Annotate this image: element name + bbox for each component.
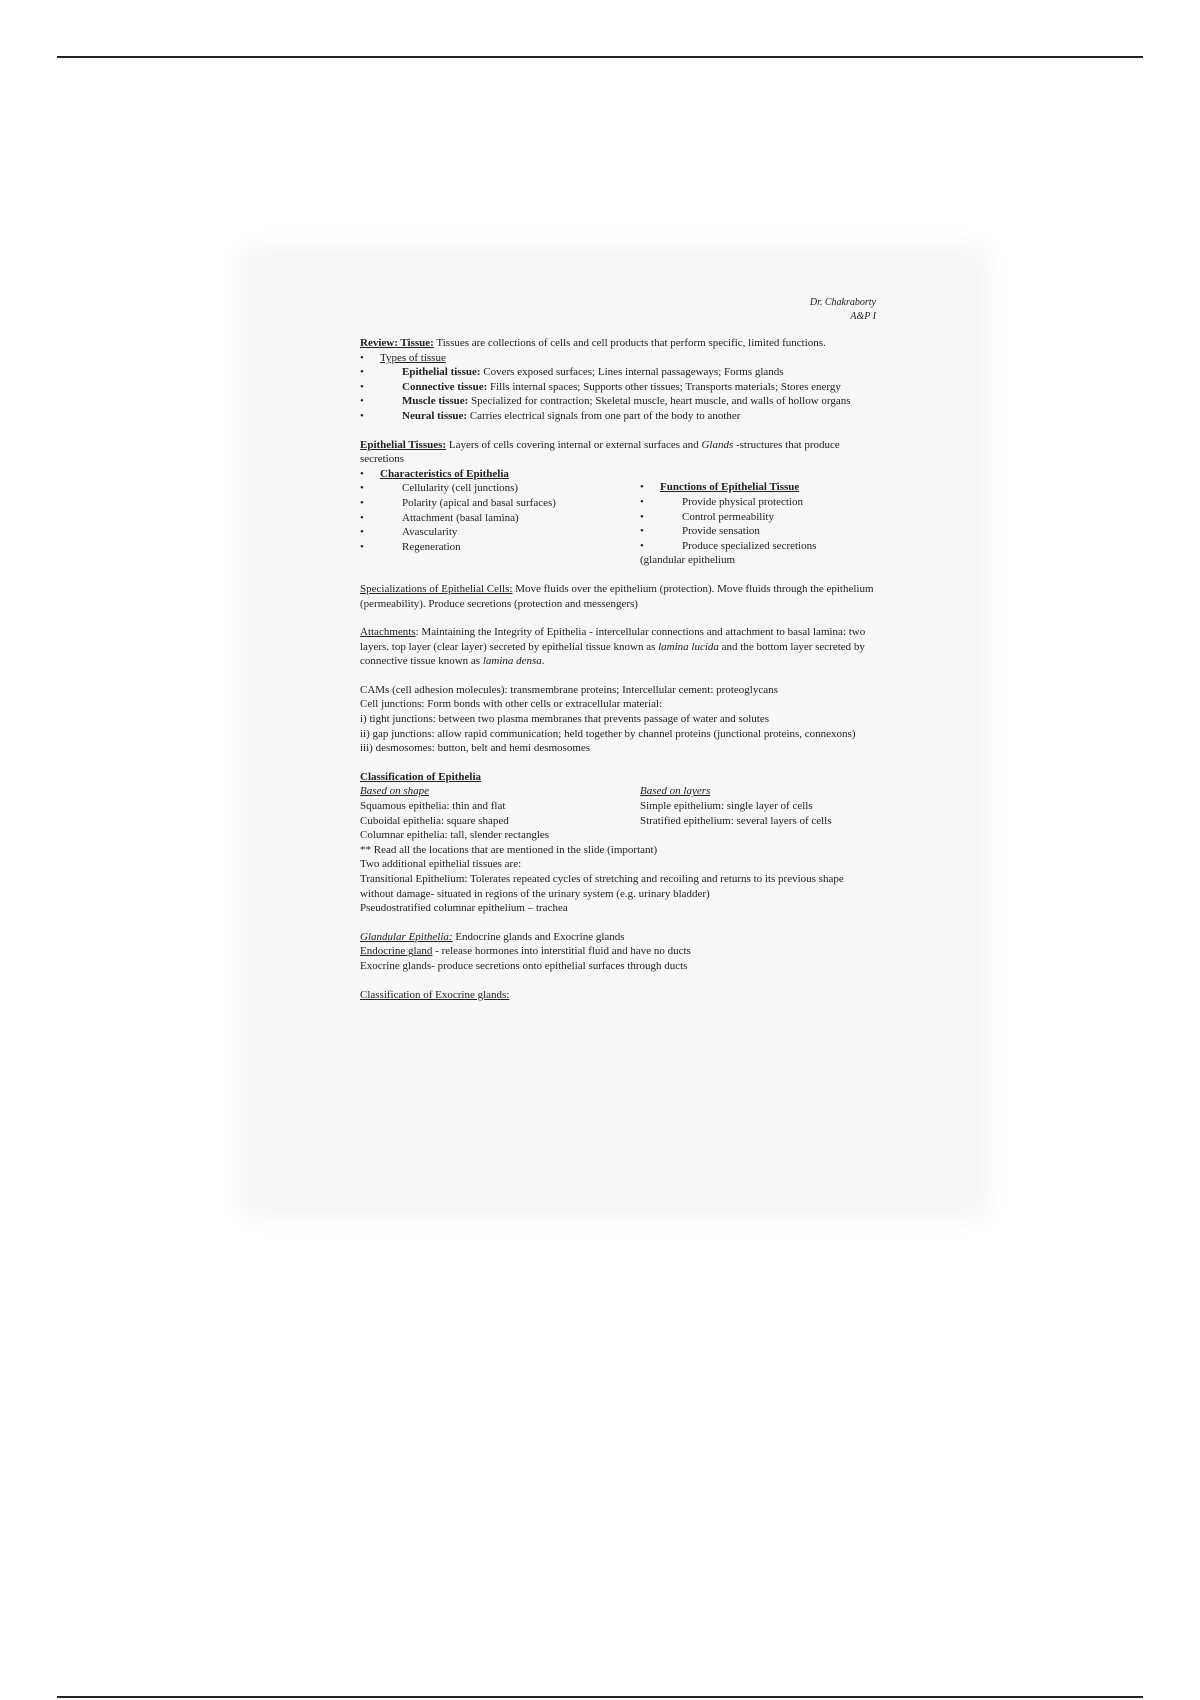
endocrine-label: Endocrine gland [360, 945, 433, 958]
note-line: ** Read all the locations that are mentioned in the slide (important) [360, 843, 658, 856]
tissue-name: Neural tissue: [402, 409, 468, 422]
list-item [640, 539, 880, 554]
document-content [360, 296, 880, 1002]
attachments-text-b: and the bottom layer secreted by connective tissue known as [360, 640, 865, 668]
types-heading: Types of tissue [380, 351, 446, 364]
list-item [640, 495, 880, 510]
list-item [360, 365, 880, 380]
list-item [360, 496, 640, 511]
list-item [360, 525, 640, 540]
endocrine-line [360, 944, 880, 959]
attachments-paragraph [360, 625, 880, 669]
function: Control permeability [682, 510, 774, 523]
attachments-text: : Maintaining the Integrity of Epithelia - intercellular connections and attachment to basal lamina: two layers. top layer (clear layer) secreted by epithelial tissue known as [360, 626, 866, 653]
additional-line: Two additional epithelial tissues are: [360, 858, 522, 871]
tissue-name: Epithelial tissue: [402, 366, 481, 379]
bullet-icon: • [640, 481, 644, 494]
bullet-icon: • [360, 351, 364, 364]
list-item [640, 480, 880, 495]
list-item [640, 524, 880, 539]
lamina-lucida-term: lamina lucida [658, 640, 719, 653]
bottom-rule [57, 1696, 1143, 1698]
layers-item: Simple epithelium: single layer of cells [640, 800, 813, 813]
attachments-title: Attachments [360, 626, 416, 639]
tissue-desc: Covers exposed surfaces; Lines internal passageways; Forms glands [480, 366, 784, 379]
tissue-desc: Specialized for contraction; Skeletal muscle, heart muscle, and walls of hollow organs [468, 395, 851, 408]
functions-heading: Functions of Epithelial Tissue [660, 481, 800, 494]
characteristic: Avascularity [402, 526, 458, 539]
list-item [640, 510, 880, 525]
header-author: Dr. Chakraborty [809, 297, 876, 308]
specializations-title: Specializations of Epithelial Cells: [360, 582, 513, 595]
specializations-paragraph [360, 582, 880, 611]
shape-column [360, 784, 640, 828]
bullet-icon: • [640, 539, 644, 552]
bullet-icon: • [360, 496, 364, 509]
pseudostratified-line: Pseudostratified columnar epithelium – trachea [360, 902, 568, 915]
top-rule [57, 56, 1143, 58]
bullet-icon: • [360, 467, 364, 480]
glandular-text: Endocrine glands and Exocrine glands [452, 930, 625, 943]
transitional-line: Transitional Epithelium: Tolerates repeated cycles of stretching and recoiling and returns to its previous shape without damage- situated in regions of the urinary system (e.g. urinary bladder) [360, 873, 844, 900]
cams-line: CAMs (cell adhesion molecules): transmembrane proteins; Intercellular cement: proteoglycans [360, 683, 778, 696]
bullet-icon: • [640, 495, 644, 508]
shape-heading: Based on shape [360, 785, 430, 798]
bullet-icon: • [360, 526, 364, 539]
functions-list [640, 480, 880, 568]
specializations-text: Move fluids over the epithelium (protection). Move fluids through the epithelium (permeability). Produce secretions (protection and messengers) [360, 582, 874, 610]
bullet-icon: • [360, 366, 364, 379]
lamina-densa-term: lamina densa [482, 655, 542, 668]
page-header [360, 296, 876, 323]
characteristic: Attachment (basal lamina) [402, 511, 519, 524]
bullet-icon: • [640, 525, 644, 538]
bullet-icon: • [360, 395, 364, 408]
characteristics-list [360, 481, 640, 568]
list-item [360, 409, 880, 424]
layers-item: Stratified epithelium: several layers of cells [640, 814, 832, 827]
cell-junctions-line: Cell junctions: Form bonds with other cells or extracellular material: [360, 698, 663, 711]
gap-junctions-line: ii) gap junctions: allow rapid communication; held together by channel proteins (junctional proteins, connexons) [360, 727, 856, 740]
tissue-desc: Fills internal spaces; Supports other tissues; Transports materials; Stores energy [487, 380, 841, 393]
desmosomes-line: iii) desmosomes: button, belt and hemi desmosomes [360, 742, 591, 755]
bullet-icon: • [360, 380, 364, 393]
review-paragraph [360, 336, 880, 351]
characteristic: Cellularity (cell junctions) [402, 482, 519, 495]
shape-item: Cuboidal epithelia: square shaped [360, 814, 509, 827]
function: Provide sensation [682, 525, 760, 538]
shape-item: Columnar epithelia: tall, slender rectangles [360, 829, 550, 842]
epithelia-two-columns [360, 481, 880, 568]
tissue-name: Connective tissue: [402, 380, 488, 393]
classification-two-columns [360, 784, 880, 828]
functions-tail: (glandular epithelium [640, 554, 735, 567]
endocrine-text: - release hormones into interstitial fluid and have no ducts [432, 945, 691, 958]
exocrine-line: Exocrine glands- produce secretions onto epithelial surfaces through ducts [360, 959, 688, 972]
attachments-text-c: . [541, 655, 545, 668]
characteristics-heading: Characteristics of Epithelia [380, 467, 509, 480]
characteristic: Regeneration [402, 540, 461, 553]
shape-item: Squamous epithelia: thin and flat [360, 800, 506, 813]
list-item [360, 540, 640, 555]
epithelial-title: Epithelial Tissues: [360, 438, 447, 451]
function: Produce specialized secretions [682, 539, 817, 552]
epithelial-text-end: -structures that produce secretions [360, 438, 840, 466]
review-text: Tissues are collections of cells and cell products that perform specific, limited functions. [433, 337, 826, 349]
epithelial-text: Layers of cells covering internal or external surfaces and [446, 438, 702, 451]
layers-heading: Based on layers [640, 785, 711, 798]
list-item [360, 467, 880, 482]
review-title: Review: Tissue: [360, 337, 434, 349]
bullet-icon: • [640, 510, 644, 523]
bullet-icon: • [360, 482, 364, 495]
classification-title: Classification of Epithelia [360, 770, 482, 783]
list-item [360, 351, 880, 366]
glandular-paragraph [360, 930, 880, 945]
list-item [360, 511, 640, 526]
list-item [360, 481, 640, 496]
list-item [360, 380, 880, 395]
tissue-name: Muscle tissue: [402, 395, 469, 408]
exocrine-classification-title: Classification of Exocrine glands: [360, 988, 510, 1001]
characteristic: Polarity (apical and basal surfaces) [402, 496, 556, 509]
list-item [360, 394, 880, 409]
bullet-icon: • [360, 511, 364, 524]
layers-column [640, 784, 880, 828]
function: Provide physical protection [682, 495, 803, 508]
bullet-icon: • [360, 540, 364, 553]
epithelial-paragraph [360, 438, 880, 467]
glandular-title: Glandular Epithelia: [360, 930, 453, 943]
header-course: A&P I [850, 310, 876, 322]
bullet-icon: • [360, 409, 364, 422]
glands-term: Glands [701, 438, 734, 451]
tight-junctions-line: i) tight junctions: between two plasma membranes that prevents passage of water and solutes [360, 713, 770, 726]
tissue-desc: Carries electrical signals from one part of the body to another [467, 409, 741, 422]
